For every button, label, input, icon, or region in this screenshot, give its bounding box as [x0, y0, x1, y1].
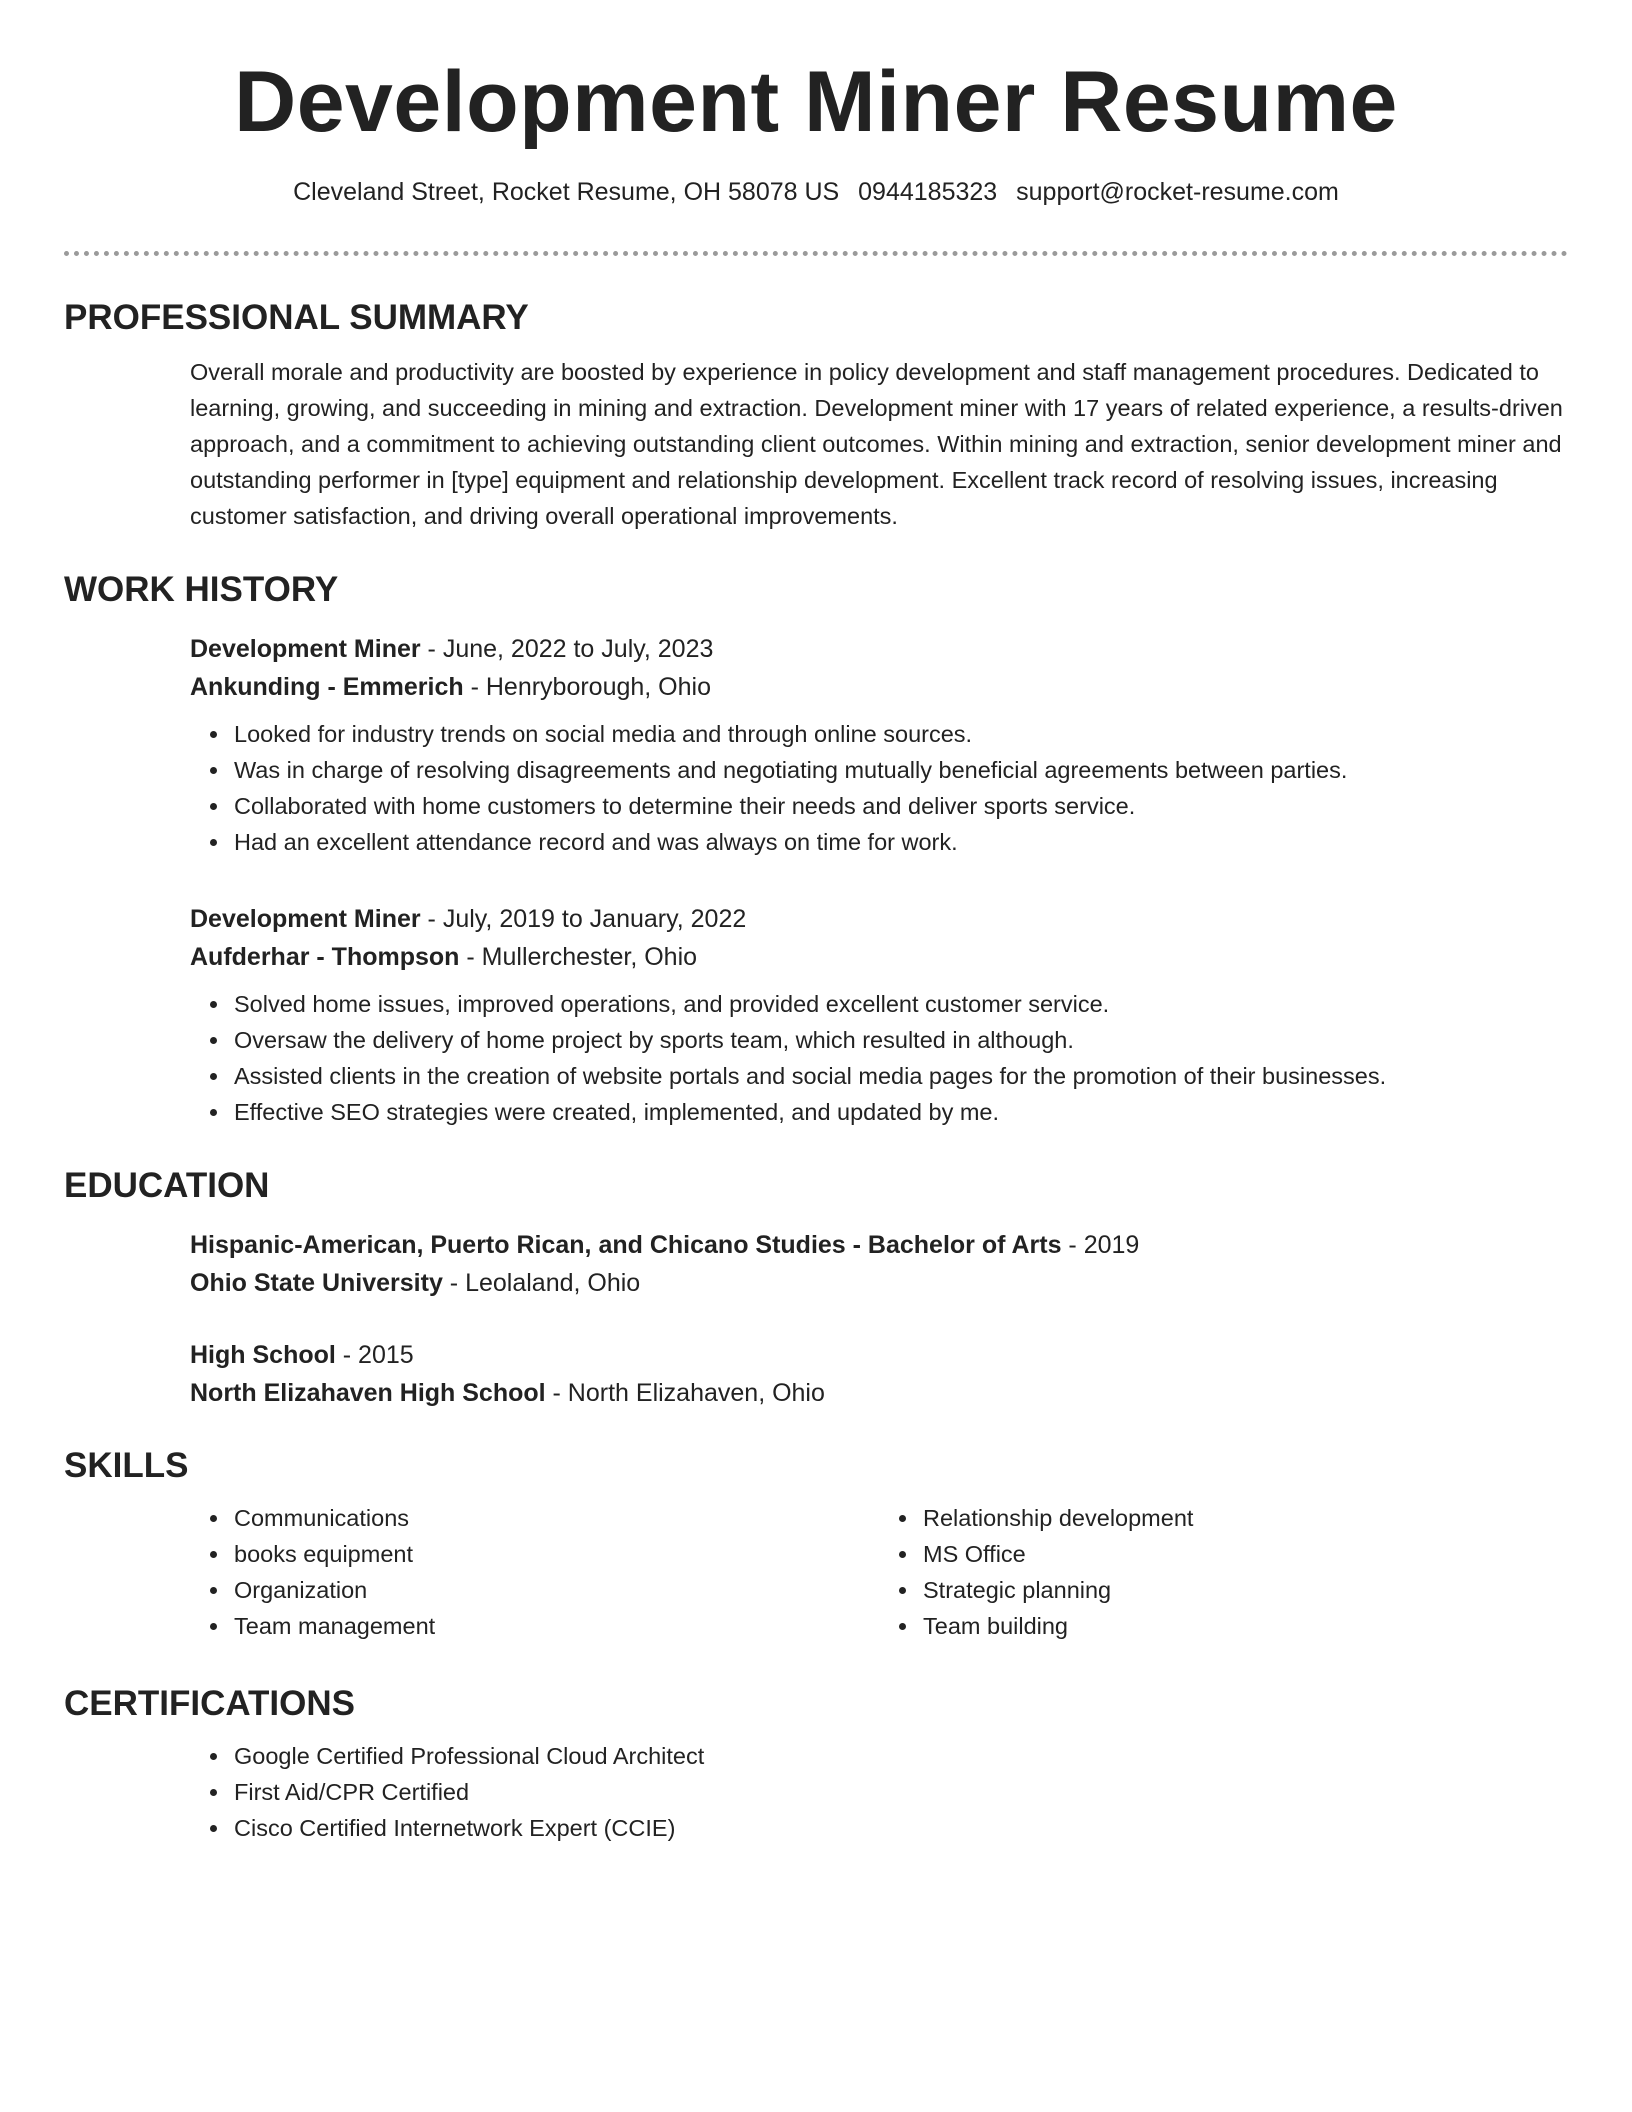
degree-name: High School	[190, 1341, 336, 1369]
degree-year: - 2019	[1061, 1231, 1140, 1259]
list-item: Team building	[923, 1608, 1568, 1644]
skills-grid	[190, 1500, 1568, 1644]
list-item: Solved home issues, improved operations, and provided excellent customer service.	[234, 986, 1568, 1022]
school-line	[190, 1374, 1568, 1412]
list-item: Communications	[234, 1500, 879, 1536]
job-dates: - June, 2022 to July, 2023	[420, 635, 714, 663]
job-company-line	[190, 668, 1568, 706]
email-text: support@rocket-resume.com	[1016, 178, 1339, 206]
list-item: Was in charge of resolving disagreements and negotiating mutually beneficial agreements between parties.	[234, 752, 1568, 788]
degree-line	[190, 1336, 1568, 1374]
job-title-line	[190, 630, 1568, 668]
skills-heading: SKILLS	[64, 1446, 189, 1485]
education-entry	[190, 1226, 1568, 1302]
job-bullets	[234, 986, 1568, 1130]
list-item: Strategic planning	[923, 1572, 1568, 1608]
job-entry	[190, 630, 1568, 860]
summary-text: Overall morale and productivity are boosted by experience in policy development and staff management procedures. Dedicated to learning, growing, and succeeding in mining and extraction. Development miner with 17 years of related experience, a results-driven approach, and a commitment to achieving outstanding client outcomes. Within mining and extraction, senior development miner and outstanding performer in [type] equipment and relationship development. Excellent track record of resolving issues, increasing customer satisfaction, and driving overall operational improvements.	[190, 359, 1563, 529]
contact-line	[0, 176, 1632, 208]
school-location: - North Elizahaven, Ohio	[545, 1379, 825, 1407]
job-company-line	[190, 938, 1568, 976]
job-company: Ankunding - Emmerich	[190, 673, 464, 701]
job-location: - Henryborough, Ohio	[463, 673, 711, 701]
list-item: Collaborated with home customers to determine their needs and deliver sports service.	[234, 788, 1568, 824]
list-item: MS Office	[923, 1536, 1568, 1572]
list-item: books equipment	[234, 1536, 879, 1572]
header-divider	[64, 251, 1568, 256]
degree-year: - 2015	[335, 1341, 414, 1369]
summary-heading: PROFESSIONAL SUMMARY	[64, 298, 529, 337]
skills-column-left	[234, 1500, 879, 1644]
school-name: North Elizahaven High School	[190, 1379, 546, 1407]
education-heading: EDUCATION	[64, 1166, 270, 1205]
list-item: Organization	[234, 1572, 879, 1608]
school-name: Ohio State University	[190, 1269, 443, 1297]
page-title: Development Miner Resume	[234, 54, 1398, 150]
certifications-section	[64, 1682, 1568, 1846]
degree-name: Hispanic-American, Puerto Rican, and Chicano Studies - Bachelor of Arts	[190, 1231, 1062, 1259]
list-item: Cisco Certified Internetwork Expert (CCIE)	[234, 1810, 1568, 1846]
degree-line	[190, 1226, 1568, 1264]
address-text: Cleveland Street, Rocket Resume, OH 58078 US	[293, 178, 840, 206]
job-dates: - July, 2019 to January, 2022	[420, 905, 747, 933]
certifications-list	[234, 1738, 1568, 1846]
job-location: - Mullerchester, Ohio	[459, 943, 698, 971]
list-item: Google Certified Professional Cloud Architect	[234, 1738, 1568, 1774]
job-bullets	[234, 716, 1568, 860]
resume-header	[0, 52, 1632, 208]
skills-section	[64, 1444, 1568, 1644]
list-item: First Aid/CPR Certified	[234, 1774, 1568, 1810]
job-entry	[190, 900, 1568, 1130]
education-section	[64, 1164, 1568, 1412]
list-item: Had an excellent attendance record and was always on time for work.	[234, 824, 1568, 860]
list-item: Assisted clients in the creation of website portals and social media pages for the promotion of their businesses.	[234, 1058, 1568, 1094]
job-company: Aufderhar - Thompson	[190, 943, 460, 971]
phone-text: 0944185323	[858, 178, 998, 206]
job-title-line	[190, 900, 1568, 938]
education-entry	[190, 1336, 1568, 1412]
school-line	[190, 1264, 1568, 1302]
job-role: Development Miner	[190, 905, 421, 933]
summary-section	[64, 296, 1568, 534]
work-history-section	[64, 568, 1568, 1130]
list-item: Team management	[234, 1608, 879, 1644]
school-location: - Leolaland, Ohio	[442, 1269, 641, 1297]
list-item: Oversaw the delivery of home project by sports team, which resulted in although.	[234, 1022, 1568, 1058]
certifications-heading: CERTIFICATIONS	[64, 1684, 356, 1723]
list-item: Looked for industry trends on social media and through online sources.	[234, 716, 1568, 752]
list-item: Effective SEO strategies were created, implemented, and updated by me.	[234, 1094, 1568, 1130]
list-item: Relationship development	[923, 1500, 1568, 1536]
job-role: Development Miner	[190, 635, 421, 663]
work-history-heading: WORK HISTORY	[64, 570, 339, 609]
skills-column-right	[923, 1500, 1568, 1644]
